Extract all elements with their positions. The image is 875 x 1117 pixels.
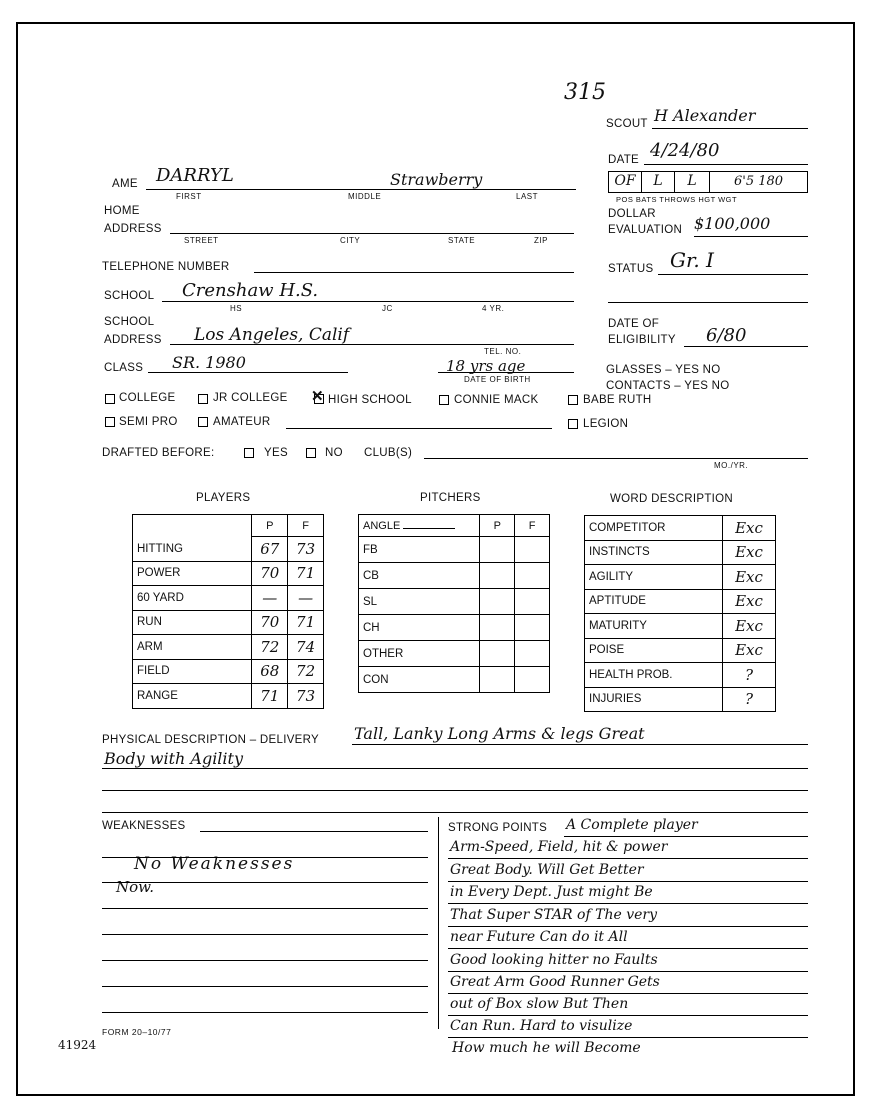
strong-line: Good looking hitter no Faults [450, 952, 658, 968]
pitchers-row-label: SL [359, 589, 480, 615]
table-row [585, 516, 776, 541]
dollar-label-2: EVALUATION [608, 224, 683, 236]
drafted-label: DRAFTED BEFORE: [102, 447, 215, 459]
table-row [359, 667, 550, 693]
drafted-no-label: NO [325, 447, 343, 459]
home-label-2: ADDRESS [104, 223, 162, 235]
pitchers-row-label: CON [359, 667, 480, 693]
dollar-label-1: DOLLAR [608, 208, 656, 220]
players-f-value: 72 [288, 659, 324, 684]
strong-line: near Future Can do it All [450, 929, 628, 945]
weaknesses-line-2: Now. [116, 878, 154, 896]
word-description-title: WORD DESCRIPTION [610, 493, 733, 505]
word-value: Exc [723, 565, 776, 590]
players-row-label: ARM [133, 635, 252, 660]
word-label: HEALTH PROB. [585, 663, 723, 688]
name-label: AME [112, 178, 138, 190]
school-sub-4yr: 4 YR. [482, 304, 505, 313]
eligibility-label-1: DATE OF [608, 318, 660, 330]
pos-value: OF [614, 173, 636, 189]
name-first: DARRYL [156, 165, 234, 186]
word-label: COMPETITOR [585, 516, 723, 541]
legion-checkbox[interactable] [568, 419, 578, 429]
word-value: ? [723, 663, 776, 688]
word-value: Exc [723, 540, 776, 565]
table-row [133, 537, 324, 562]
babe-ruth-label: BABE RUTH [583, 394, 652, 406]
players-f-header: F [288, 515, 324, 537]
players-row-label: FIELD [133, 659, 252, 684]
glasses-text: GLASSES – YES NO [606, 364, 721, 376]
drafted-no-checkbox[interactable] [306, 448, 316, 458]
table-row [133, 586, 324, 611]
players-table [132, 514, 324, 709]
pitchers-row-label: CH [359, 615, 480, 641]
table-row [359, 641, 550, 667]
high-school-label: HIGH SCHOOL [328, 394, 412, 406]
school-sub-hs: HS [230, 304, 243, 313]
school-address-label-2: ADDRESS [104, 334, 162, 346]
home-sub-zip: ZIP [534, 236, 548, 245]
home-sub-city: CITY [340, 236, 361, 245]
name-sub-first: FIRST [176, 192, 202, 201]
connie-mack-label: CONNIE MACK [454, 394, 539, 406]
table-row [133, 684, 324, 709]
strong-line: A Complete player [566, 817, 698, 833]
jr-college-checkbox[interactable] [198, 394, 208, 404]
status-value: Gr. I [670, 248, 714, 272]
position-box [608, 171, 808, 193]
players-row-label: 60 YARD [133, 586, 252, 611]
stamp-number: 41924 [58, 1038, 97, 1052]
players-p-value: 70 [252, 561, 288, 586]
word-label: APTITUDE [585, 589, 723, 614]
school-label: SCHOOL [104, 290, 155, 302]
home-label-1: HOME [104, 205, 140, 217]
strong-line: Arm-Speed, Field, hit & power [450, 839, 668, 855]
class-value: SR. 1980 [172, 353, 246, 372]
table-row [585, 589, 776, 614]
strong-line: How much he will Become [452, 1040, 641, 1056]
amateur-label: AMATEUR [213, 416, 271, 428]
weaknesses-label: WEAKNESSES [102, 820, 186, 832]
scouting-report-form [16, 22, 855, 1096]
strong-line: in Every Dept. Just might Be [450, 884, 653, 900]
pitchers-angle-label: ANGLE [363, 519, 401, 532]
pitchers-row-label: FB [359, 537, 480, 563]
players-f-value: 71 [288, 561, 324, 586]
clubs-label: CLUB(S) [364, 447, 413, 459]
scout-label: SCOUT [606, 118, 648, 130]
drafted-yes-label: YES [264, 447, 288, 459]
word-value: Exc [723, 589, 776, 614]
pitchers-row-label: OTHER [359, 641, 480, 667]
pitchers-table [358, 514, 550, 693]
school-address-label-1: SCHOOL [104, 316, 155, 328]
bats-value: L [653, 173, 663, 189]
contacts-text: CONTACTS – YES NO [606, 380, 730, 392]
word-label: POISE [585, 638, 723, 663]
form-code: FORM 20–10/77 [102, 1027, 172, 1037]
table-row [585, 663, 776, 688]
hgt-wgt-value: 6'5 180 [733, 174, 784, 189]
table-row [133, 610, 324, 635]
class-label: CLASS [104, 362, 144, 374]
connie-mack-checkbox[interactable] [439, 395, 449, 405]
strong-line: Great Arm Good Runner Gets [450, 974, 660, 990]
pitchers-f-header: F [515, 515, 550, 537]
table-row [359, 537, 550, 563]
players-row-label: POWER [133, 561, 252, 586]
drafted-yes-checkbox[interactable] [244, 448, 254, 458]
players-f-value: 73 [288, 684, 324, 709]
home-sub-state: STATE [448, 236, 476, 245]
date-value: 4/24/80 [650, 140, 720, 161]
strong-line: Great Body. Will Get Better [450, 862, 644, 878]
table-row [585, 540, 776, 565]
word-value: ? [723, 687, 776, 712]
word-label: INSTINCTS [585, 540, 723, 565]
dollar-value: $100,000 [694, 214, 771, 233]
date-label: DATE [608, 154, 640, 166]
college-checkbox[interactable] [105, 394, 115, 404]
name-sub-middle: MIDDLE [348, 192, 382, 201]
players-p-value: 68 [252, 659, 288, 684]
strong-points-label: STRONG POINTS [448, 822, 548, 834]
amateur-checkbox[interactable] [198, 417, 208, 427]
players-title: PLAYERS [196, 492, 251, 504]
players-f-value: 74 [288, 635, 324, 660]
school-address-value: Los Angeles, Calif [194, 325, 350, 345]
throws-value: L [687, 173, 697, 189]
players-f-value: — [288, 586, 324, 611]
table-row [585, 687, 776, 712]
players-p-value: — [252, 586, 288, 611]
players-p-value: 71 [252, 684, 288, 709]
table-row [133, 635, 324, 660]
scout-value: H Alexander [654, 106, 756, 125]
name-last: Strawberry [390, 170, 483, 189]
table-row [133, 561, 324, 586]
players-row-label: RANGE [133, 684, 252, 709]
home-sub-street: STREET [184, 236, 219, 245]
table-row [585, 614, 776, 639]
word-label: MATURITY [585, 614, 723, 639]
physical-description-label: PHYSICAL DESCRIPTION – DELIVERY [102, 734, 320, 746]
school-sub-jc: JC [382, 304, 393, 313]
semi-pro-label: SEMI PRO [119, 416, 178, 428]
name-sub-last: LAST [516, 192, 539, 201]
legion-label: LEGION [583, 418, 629, 430]
eligibility-value: 6/80 [706, 325, 747, 346]
word-label: AGILITY [585, 565, 723, 590]
players-p-value: 67 [252, 537, 288, 562]
weaknesses-line-1: No Weaknesses [134, 854, 295, 874]
age-value: 18 yrs age [446, 357, 526, 375]
table-row [359, 615, 550, 641]
dob-sub: DATE OF BIRTH [464, 375, 531, 384]
word-description-table [584, 515, 776, 712]
table-row [359, 563, 550, 589]
physical-line-2: Body with Agility [104, 749, 244, 768]
school-address-sub-tel: TEL. NO. [484, 347, 522, 356]
word-value: Exc [723, 638, 776, 663]
eligibility-label-2: ELIGIBILITY [608, 334, 676, 346]
pitchers-title: PITCHERS [420, 492, 481, 504]
players-row-label: HITTING [133, 537, 252, 562]
pitchers-row-label: CB [359, 563, 480, 589]
players-f-value: 71 [288, 610, 324, 635]
college-label: COLLEGE [119, 392, 176, 404]
players-p-header: P [252, 515, 288, 537]
table-row [585, 638, 776, 663]
mo-yr-label: MO./YR. [714, 461, 749, 470]
word-value: Exc [723, 516, 776, 541]
word-value: Exc [723, 614, 776, 639]
players-f-value: 73 [288, 537, 324, 562]
jr-college-label: JR COLLEGE [213, 392, 288, 404]
strong-line: That Super STAR of The very [450, 907, 657, 923]
semi-pro-checkbox[interactable] [105, 417, 115, 427]
strong-line: out of Box slow But Then [450, 996, 629, 1012]
table-row [133, 659, 324, 684]
table-row [359, 589, 550, 615]
players-row-label: RUN [133, 610, 252, 635]
status-label: STATUS [608, 263, 654, 275]
strong-line: Can Run. Hard to visulize [450, 1018, 633, 1034]
school-value: Crenshaw H.S. [182, 280, 319, 301]
babe-ruth-checkbox[interactable] [568, 395, 578, 405]
pitchers-p-header: P [480, 515, 515, 537]
physical-line-1: Tall, Lanky Long Arms & legs Great [354, 724, 645, 743]
players-p-value: 70 [252, 610, 288, 635]
high-school-check-mark: ✕ [311, 388, 324, 405]
table-row [585, 565, 776, 590]
players-p-value: 72 [252, 635, 288, 660]
form-number: 315 [564, 80, 606, 105]
position-box-labels: POS BATS THROWS HGT WGT [616, 195, 738, 204]
word-label: INJURIES [585, 687, 723, 712]
telephone-label: TELEPHONE NUMBER [102, 261, 230, 273]
